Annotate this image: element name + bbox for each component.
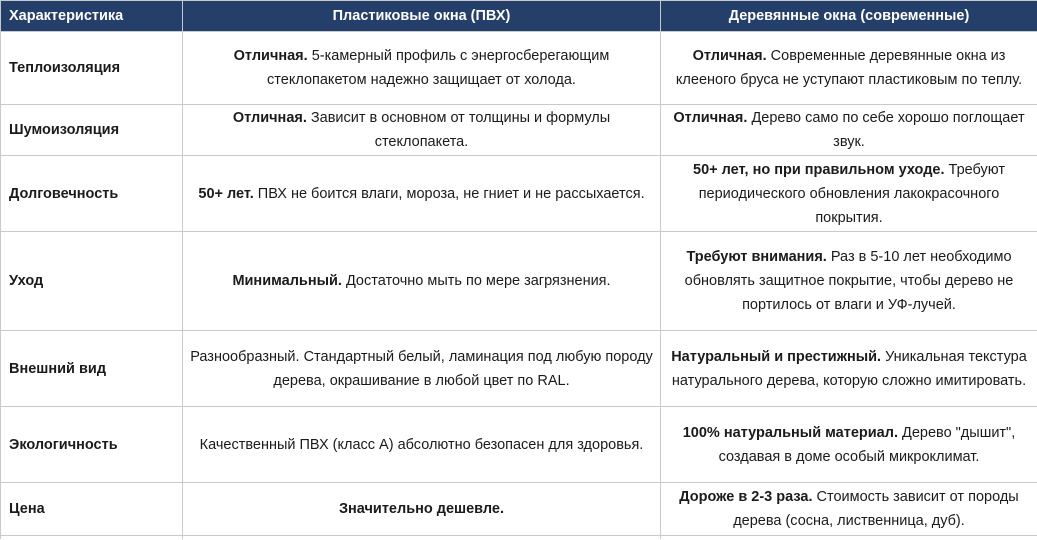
row-feature: Долговечность bbox=[1, 156, 183, 232]
header-row bbox=[1, 1, 1037, 32]
filler-cell bbox=[1, 536, 183, 540]
row-pvc-cell bbox=[183, 407, 661, 483]
header-wood: Деревянные окна (современные) bbox=[661, 1, 1037, 32]
row-pvc-cell bbox=[183, 331, 661, 407]
pvc-bold: Отличная. bbox=[233, 48, 308, 64]
wood-text: Раз в 5-10 лет необходимо обновлять защитное покрытие, чтобы дерево не портилось от влаги и УФ-лучей. bbox=[684, 249, 1014, 313]
header-feature: Характеристика bbox=[1, 1, 183, 32]
row-wood-cell bbox=[661, 483, 1037, 536]
row-pvc-cell bbox=[183, 232, 661, 331]
wood-text: Стоимость зависит от породы дерева (сосна, лиственница, дуб). bbox=[733, 489, 1019, 529]
table-row bbox=[1, 483, 1037, 536]
row-pvc-cell bbox=[183, 105, 661, 156]
table-row bbox=[1, 331, 1037, 407]
filler-cell bbox=[183, 536, 661, 540]
row-feature: Внешний вид bbox=[1, 331, 183, 407]
pvc-text: Качественный ПВХ (класс А) абсолютно безопасен для здоровья. bbox=[199, 436, 644, 453]
row-feature: Шумоизоляция bbox=[1, 105, 183, 156]
table-row bbox=[1, 232, 1037, 331]
filler-row bbox=[1, 536, 1037, 540]
pvc-text: Разнообразный. Стандартный белый, ламинация под любую породу дерева, окрашивание в любой цвет по RAL. bbox=[190, 348, 653, 389]
row-wood-cell bbox=[661, 105, 1037, 156]
wood-bold: 100% натуральный материал. bbox=[682, 424, 898, 441]
wood-bold: Дороже в 2-3 раза. bbox=[679, 489, 813, 505]
wood-text: Дерево "дышит", создавая в доме особый микроклимат. bbox=[718, 424, 1016, 465]
wood-bold: 50+ лет, но при правильном уходе. bbox=[693, 161, 945, 178]
row-feature: Цена bbox=[1, 483, 183, 536]
row-wood-cell bbox=[661, 331, 1037, 407]
row-wood-cell bbox=[661, 32, 1037, 105]
row-feature: Теплоизоляция bbox=[1, 32, 183, 105]
pvc-text: ПВХ не боится влаги, мороза, не гниет и не рассыхается. bbox=[253, 185, 645, 202]
wood-bold: Натуральный и престижный. bbox=[671, 348, 882, 365]
pvc-text: Достаточно мыть по мере загрязнения. bbox=[341, 273, 611, 289]
wood-text: Современные деревянные окна из клееного бруса не уступают пластиковым по теплу. bbox=[675, 48, 1023, 88]
wood-text: Дерево само по себе хорошо поглощает звук. bbox=[747, 110, 1025, 150]
row-wood-cell bbox=[661, 407, 1037, 483]
wood-bold: Отличная. bbox=[673, 110, 748, 126]
header-pvc: Пластиковые окна (ПВХ) bbox=[183, 1, 661, 32]
pvc-bold: Значительно дешевле. bbox=[338, 501, 505, 517]
row-wood-cell bbox=[661, 232, 1037, 331]
wood-bold: Требуют внимания. bbox=[686, 249, 827, 265]
row-pvc-cell bbox=[183, 483, 661, 536]
pvc-text: Зависит в основном от толщины и формулы стеклопакета. bbox=[306, 110, 611, 150]
wood-text: Требуют периодического обновления лакокрасочного покрытия. bbox=[698, 161, 1005, 226]
row-feature: Экологичность bbox=[1, 407, 183, 483]
wood-bold: Отличная. bbox=[692, 48, 767, 64]
filler-cell bbox=[661, 536, 1037, 540]
table-row bbox=[1, 105, 1037, 156]
table-row bbox=[1, 32, 1037, 105]
row-feature: Уход bbox=[1, 232, 183, 331]
table-row bbox=[1, 407, 1037, 483]
row-pvc-cell bbox=[183, 156, 661, 232]
row-pvc-cell bbox=[183, 32, 661, 105]
pvc-text: 5-камерный профиль с энергосберегающим стеклопакетом надежно защищает от холода. bbox=[267, 48, 610, 88]
table-row bbox=[1, 156, 1037, 232]
wood-text: Уникальная текстура натурального дерева, которую сложно имитировать. bbox=[671, 348, 1027, 389]
pvc-bold: Отличная. bbox=[232, 110, 307, 126]
pvc-bold: Минимальный. bbox=[232, 273, 342, 289]
pvc-bold: 50+ лет. bbox=[198, 185, 254, 202]
row-wood-cell bbox=[661, 156, 1037, 232]
